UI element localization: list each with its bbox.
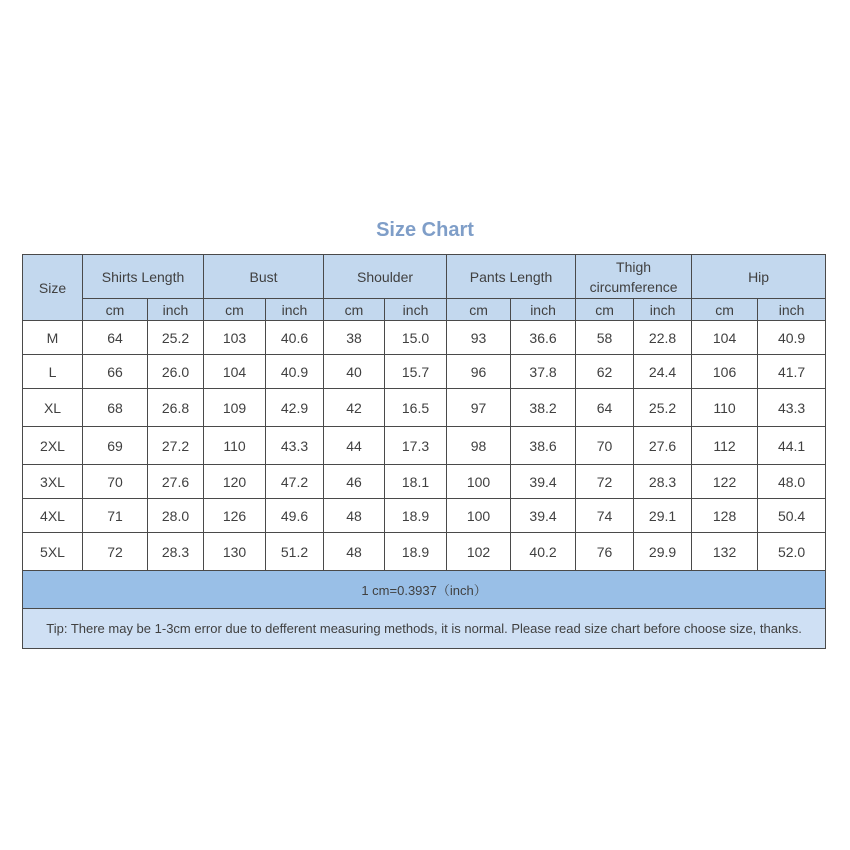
- measurement-cell: 26.8: [148, 389, 204, 427]
- measurement-cell: 103: [204, 321, 266, 355]
- measurement-cell: 100: [447, 465, 511, 499]
- measurement-cell: 52.0: [758, 533, 826, 571]
- conversion-note-row: [23, 571, 826, 609]
- header-shoulder: Shoulder: [324, 255, 447, 299]
- size-cell: M: [23, 321, 83, 355]
- measurement-cell: 106: [692, 355, 758, 389]
- measurement-cell: 40.9: [266, 355, 324, 389]
- measurement-cell: 64: [576, 389, 634, 427]
- measurement-cell: 50.4: [758, 499, 826, 533]
- measurement-cell: 49.6: [266, 499, 324, 533]
- measurement-cell: 22.8: [634, 321, 692, 355]
- unit-header-inch: inch: [634, 299, 692, 321]
- header-row-groups: [23, 255, 826, 299]
- measurement-cell: 41.7: [758, 355, 826, 389]
- measurement-cell: 96: [447, 355, 511, 389]
- measurement-cell: 15.7: [385, 355, 447, 389]
- table-row: [23, 427, 826, 465]
- page-title: Size Chart: [376, 219, 474, 241]
- unit-header-cm: cm: [204, 299, 266, 321]
- measurement-cell: 43.3: [758, 389, 826, 427]
- measurement-cell: 26.0: [148, 355, 204, 389]
- measurement-cell: 28.0: [148, 499, 204, 533]
- header-hip: Hip: [692, 255, 826, 299]
- table-row: [23, 465, 826, 499]
- measurement-cell: 28.3: [148, 533, 204, 571]
- size-chart-table: [22, 254, 826, 649]
- tip-text: Tip: There may be 1-3cm error due to defferent measuring methods, it is normal. Please read size chart before choose size, thanks.: [23, 609, 826, 649]
- measurement-cell: 43.3: [266, 427, 324, 465]
- measurement-cell: 44.1: [758, 427, 826, 465]
- measurement-cell: 42: [324, 389, 385, 427]
- header-pants-length: Pants Length: [447, 255, 576, 299]
- measurement-cell: 132: [692, 533, 758, 571]
- measurement-cell: 71: [83, 499, 148, 533]
- size-cell: 5XL: [23, 533, 83, 571]
- unit-header-cm: cm: [447, 299, 511, 321]
- measurement-cell: 98: [447, 427, 511, 465]
- header-bust: Bust: [204, 255, 324, 299]
- unit-header-inch: inch: [385, 299, 447, 321]
- measurement-cell: 39.4: [511, 465, 576, 499]
- measurement-cell: 76: [576, 533, 634, 571]
- unit-header-cm: cm: [324, 299, 385, 321]
- table-row: [23, 355, 826, 389]
- measurement-cell: 51.2: [266, 533, 324, 571]
- unit-header-inch: inch: [511, 299, 576, 321]
- measurement-cell: 40: [324, 355, 385, 389]
- unit-header-inch: inch: [758, 299, 826, 321]
- measurement-cell: 48: [324, 533, 385, 571]
- measurement-cell: 110: [204, 427, 266, 465]
- measurement-cell: 24.4: [634, 355, 692, 389]
- measurement-cell: 40.2: [511, 533, 576, 571]
- size-cell: 4XL: [23, 499, 83, 533]
- measurement-cell: 130: [204, 533, 266, 571]
- measurement-cell: 29.1: [634, 499, 692, 533]
- measurement-cell: 100: [447, 499, 511, 533]
- measurement-cell: 46: [324, 465, 385, 499]
- measurement-cell: 18.9: [385, 499, 447, 533]
- measurement-cell: 15.0: [385, 321, 447, 355]
- measurement-cell: 62: [576, 355, 634, 389]
- measurement-cell: 72: [576, 465, 634, 499]
- measurement-cell: 66: [83, 355, 148, 389]
- measurement-cell: 25.2: [148, 321, 204, 355]
- unit-header-inch: inch: [266, 299, 324, 321]
- measurement-cell: 40.6: [266, 321, 324, 355]
- table-body: [23, 321, 826, 571]
- size-cell: 2XL: [23, 427, 83, 465]
- unit-header-cm: cm: [83, 299, 148, 321]
- header-size: Size: [23, 255, 83, 321]
- measurement-cell: 38.2: [511, 389, 576, 427]
- measurement-cell: 38: [324, 321, 385, 355]
- unit-header-inch: inch: [148, 299, 204, 321]
- measurement-cell: 18.1: [385, 465, 447, 499]
- measurement-cell: 104: [204, 355, 266, 389]
- measurement-cell: 122: [692, 465, 758, 499]
- measurement-cell: 72: [83, 533, 148, 571]
- measurement-cell: 27.2: [148, 427, 204, 465]
- unit-header-cm: cm: [576, 299, 634, 321]
- measurement-cell: 112: [692, 427, 758, 465]
- measurement-cell: 40.9: [758, 321, 826, 355]
- table-row: [23, 389, 826, 427]
- measurement-cell: 97: [447, 389, 511, 427]
- measurement-cell: 110: [692, 389, 758, 427]
- table-row: [23, 533, 826, 571]
- measurement-cell: 68: [83, 389, 148, 427]
- tip-row: [23, 609, 826, 649]
- table-row: [23, 499, 826, 533]
- measurement-cell: 104: [692, 321, 758, 355]
- unit-header-cm: cm: [692, 299, 758, 321]
- measurement-cell: 27.6: [148, 465, 204, 499]
- measurement-cell: 37.8: [511, 355, 576, 389]
- size-cell: 3XL: [23, 465, 83, 499]
- measurement-cell: 58: [576, 321, 634, 355]
- measurement-cell: 28.3: [634, 465, 692, 499]
- measurement-cell: 64: [83, 321, 148, 355]
- measurement-cell: 16.5: [385, 389, 447, 427]
- measurement-cell: 69: [83, 427, 148, 465]
- measurement-cell: 29.9: [634, 533, 692, 571]
- measurement-cell: 109: [204, 389, 266, 427]
- measurement-cell: 47.2: [266, 465, 324, 499]
- measurement-cell: 36.6: [511, 321, 576, 355]
- measurement-cell: 27.6: [634, 427, 692, 465]
- measurement-cell: 102: [447, 533, 511, 571]
- measurement-cell: 38.6: [511, 427, 576, 465]
- measurement-cell: 48.0: [758, 465, 826, 499]
- measurement-cell: 126: [204, 499, 266, 533]
- measurement-cell: 70: [576, 427, 634, 465]
- measurement-cell: 128: [692, 499, 758, 533]
- header-row-units: [23, 299, 826, 321]
- measurement-cell: 120: [204, 465, 266, 499]
- measurement-cell: 39.4: [511, 499, 576, 533]
- table-row: [23, 321, 826, 355]
- measurement-cell: 42.9: [266, 389, 324, 427]
- size-cell: L: [23, 355, 83, 389]
- measurement-cell: 70: [83, 465, 148, 499]
- measurement-cell: 17.3: [385, 427, 447, 465]
- measurement-cell: 48: [324, 499, 385, 533]
- conversion-note: 1 cm=0.3937（inch）: [23, 571, 826, 609]
- measurement-cell: 44: [324, 427, 385, 465]
- header-thigh-circumference: Thigh circumference: [576, 255, 692, 299]
- measurement-cell: 74: [576, 499, 634, 533]
- size-cell: XL: [23, 389, 83, 427]
- header-shirts-length: Shirts Length: [83, 255, 204, 299]
- measurement-cell: 25.2: [634, 389, 692, 427]
- measurement-cell: 93: [447, 321, 511, 355]
- measurement-cell: 18.9: [385, 533, 447, 571]
